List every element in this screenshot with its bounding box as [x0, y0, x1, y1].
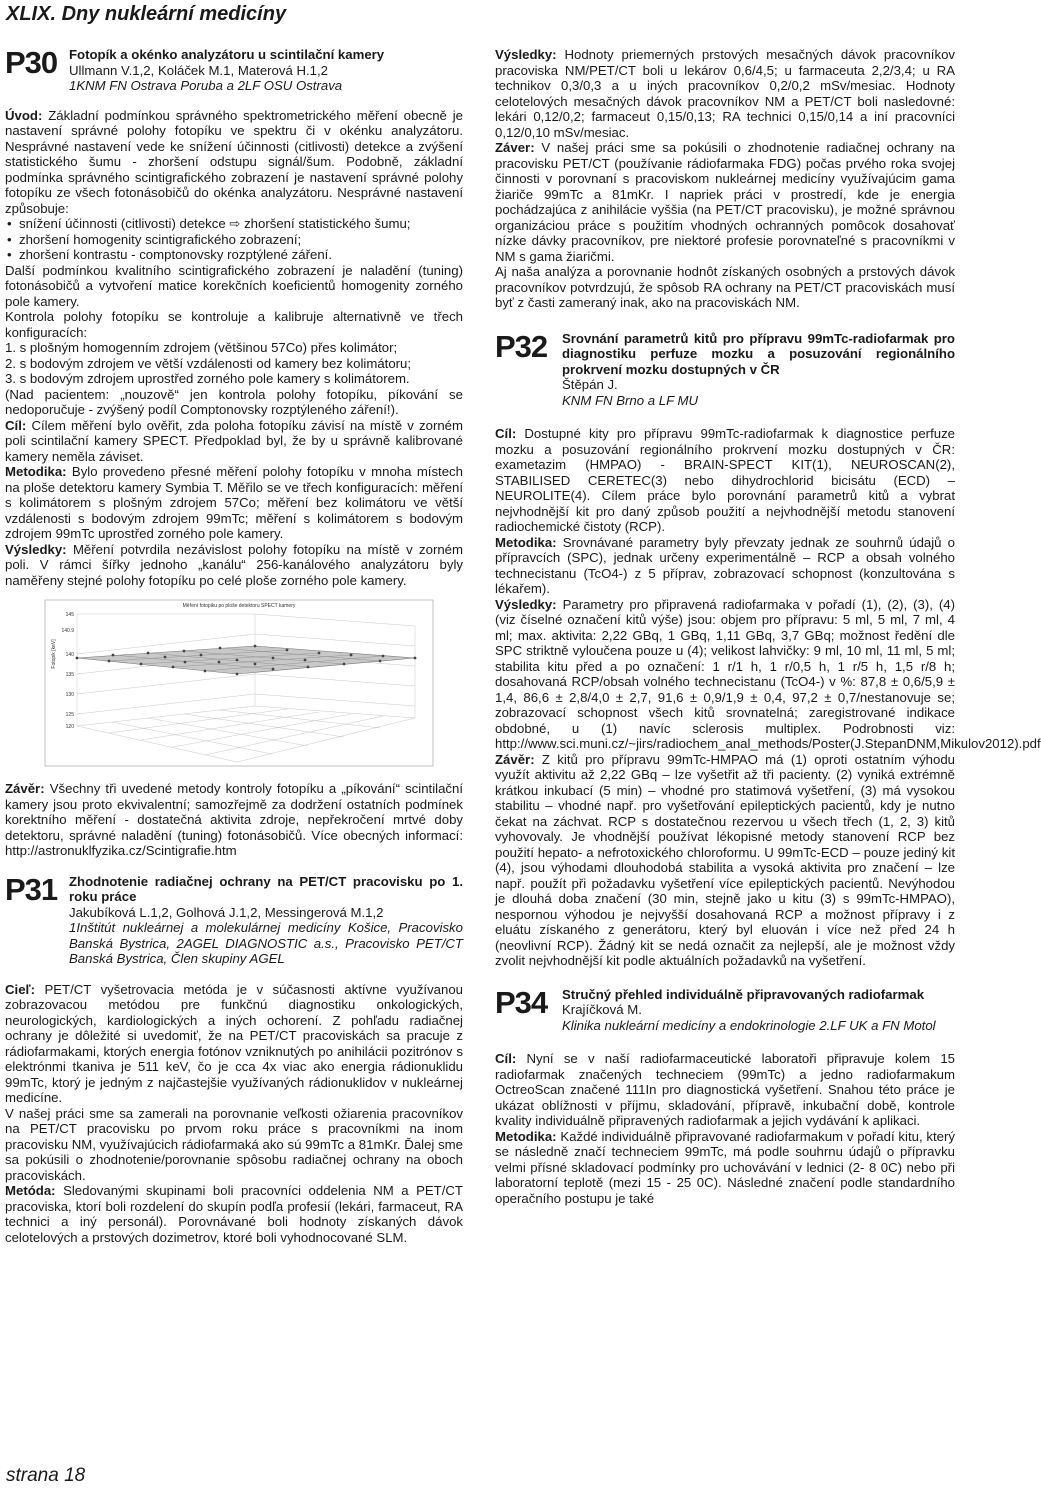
conclusion-text: V našej práci sme sa pokúsili o zhodnotenie radiačnej ochrany na pracovisku PET/CT (používanie rádiofarmaka FDG) počas prvého roka svojej činnosti v porovnaní s pracoviskom nukleárnej medicíny využívajúcim gama žiariče 99mTc a 81mKr. I napriek práci v prostredí, kde je energia pochádzajúca z anihilácie vyššia (na PET/CT pracovisku), je možné správnou organizáciou práce s použitím vhodných ochranných pomôcok dosahovať nízke dávky pracovníkov, pre niektoré profesie porovnateľné s pracovníkmi v NM s gama žiaričmi. [495, 140, 955, 264]
abstract-code: P32 [495, 328, 548, 364]
y-tick-label: 125 [65, 712, 74, 718]
results-label: Výsledky: [495, 47, 557, 62]
abstract-p34 [495, 984, 955, 1207]
methods-text: Sledovanými skupinami boli pracovníci oddelenia NM a PET/CT pracoviska, ktorí boli rozdelení do skupín podľa profesií (lekári, farmaceut, RA technici a iný personál). Porovnávané boli hodnoty získaných dávok celotelových a prstových dozimetrov, ktoré boli vyhodnocované SLM. [5, 1183, 463, 1245]
aim-paragraph [5, 982, 463, 1106]
conclusion-paragraph [495, 752, 955, 969]
abstract-authors: Krajíčková M. [562, 1002, 642, 1017]
methods-label: Metodika: [495, 534, 557, 550]
results-text: Měření potvrdila nezávislost polohy fotopíku na místě v zorném poli. V rámci šířky jednoho „kanálu“ 256-kanálového analyzátoru byly naměřeny stejné polohy fotopíku po celé ploše zorného pole kamery. [5, 541, 463, 588]
paragraph: (Nad pacientem: „nouzově“ jen kontrola polohy fotopíku, píkování se nedoporučuje - zvýšený podíl Comptonovsky rozptýleného záření!). [5, 386, 463, 417]
left-column [5, 47, 463, 1245]
aim-text: Cílem měření bylo ověřit, zda poloha fotopíku závisí na místě v zorném poli scintilační kamery SPECT. Předpoklad byl, že by u správně kalibrované kamery neměla záviset. [5, 417, 463, 464]
paragraph: V našej práci sme sa zamerali na porovnanie veľkosti ožiarenia pracovníkov na PET/CT pracovisku po prvom roku práce s pracovníkmi na inom pracovisku NM, využívajúcich rádiofarmaká ako sú 99mTc a 81mKr. Ďalej sme sa pokúsili o zhodnotenie/porovnanie spôsobu radiačnej ochrany na oboch pracoviskách. [5, 1105, 463, 1183]
abstract-title: Fotopík a okénko analyzátoru u scintilační kamery [69, 47, 385, 62]
list-item: • zhoršení homogenity scintigrafického zobrazení; [5, 232, 463, 248]
y-tick-label: 135 [65, 672, 74, 678]
methods-text: Každé individuálně připravované radiofarmakum v pořadí kitu, který se následně značí techneciem 99mTc, má podle souhrnu údajů o přípravku velmi přísné skladovací podmínky pro uchovávání v lednici (2- 8 0C) nebo při laboratorní teplotě (mezi 15 - 25 0C). Následné značení podle standardního operačního postupu je také [495, 1128, 955, 1206]
conclusion-paragraph [5, 781, 463, 859]
list-item: 3. s bodovým zdrojem uprostřed zorného pole kamery s kolimátorem. [5, 371, 410, 386]
paragraph: Další podmínkou kvalitního scintigrafického zobrazení je naladění (tuning) fotonásobičů a vytvoření matice korekčních koeficientů homogenity zorného pole kamery. [5, 262, 463, 309]
abstract-code: P31 [5, 871, 58, 907]
conclusion-label: Závěr: [495, 751, 535, 767]
y-tick-label: 120 [65, 724, 74, 730]
methods-text: Bylo provedeno přesné měření polohy fotopíku v mnoha místech na ploše detektoru kamery Symbia T. Měřilo se ve třech konfiguracích: měření s kolimátorem s plošným zdrojem 57Co; měření bez kolimátoru ve větší vzdálenosti s bodovým zdrojem 99mTc; měření s kolimátorem s bodovým zdrojem 99mTc uprostřed zorného pole kamery. [5, 464, 463, 541]
effects-list [5, 216, 463, 263]
conclusion-label: Závěr: [5, 781, 45, 796]
results-paragraph [495, 47, 955, 140]
abstract-authors: Ullmann V.1,2, Koláček M.1, Materová H.1,2 [69, 62, 328, 78]
abstract-title: Zhodnotenie radiačnej ochrany na PET/CT pracovisku po 1. roku práce [69, 873, 463, 904]
methods-paragraph [5, 1183, 463, 1245]
aim-paragraph [495, 426, 955, 535]
aim-text: Dostupné kity pro přípravu 99mTc-radiofarmak k diagnostice perfuze mozku a posuzování regionálního prokrvení mozku dostupných v ČR: exametazim (HMPAO) - BRAIN-SPECT KIT(1), NEUROSCAN(2), STABILISED CERETEC(3) nebo dihydrochlorid bicisátu (ECD) – NEUROLITE(4). Cílem práce bylo porovnání parametrů kitů a vybrat nejvhodnější kit pro daný způsob použití a nejvhodnější metodu stanovení radiochemické čistoty (RCP). [495, 426, 955, 534]
conclusion-paragraph [495, 140, 955, 264]
right-column [495, 47, 1041, 1206]
results-label: Výsledky: [5, 541, 67, 557]
conclusion-text: Z kitů pro přípravu 99mTc-HMPAO má (1) oproti ostatním výhodu využít aktivitu až 2,22 GBq – lze vyšetřit až tři pacienty. (2) vyniká extrémně krátkou inkubací (5 min) – vhodné pro statimová vyšetření, (3) má vysokou stabilitu – vhodné např. pro vyšetřování epileptických pacientů, kdy je nutno čekat na záchvat. RCP s dostatečnou rezervou u všech třech (1, 2, 3) kitů vyhovovaly. Je vhodnější používat lékopisné metody stanovení RCP bez použití hepato- a nefrotoxického chloroformu. U 99mTc-ECD – pouze jediný kit (4), jsou výhodami dlouhodobá stabilita a vysoká aktivita pro značení – lze např. použít při požadavku vyšetření více epileptických pacientů. Nevýhodou je dlouhá doba značení (30 min, stejně jako u kitu (3) s 99mTc-HMPAO), nespornou výhodou je nejvyšší dosahovaná RCP a možnost přípravy i z eluátu získaného z generátoru, který byl eluován i více než před 24 h (neovlivní RCP). Žádný kit se nedá označit za nejlepší, ale je možnost vždy zvolit nejvhodnější kit podle aktuálních požadavků na vyšetření. [495, 751, 955, 968]
aim-label: Cíl: [495, 426, 517, 441]
page-header: XLIX. Dny nukleární medicíny [6, 3, 287, 25]
aim-text: Nyní se v naší radiofarmaceutické laboratoři připravuje kolem 15 radiofarmak značených techneciem (99mTc) a jedno radiofarmakum OctreoScan značené 111In pro diagnostická vyšetření. Snahou této práce je ukázat oblížnosti v příjmu, skladování, přípravě, inkubační době, kontrole kvality individuálně připravených radiofarmak a jejich vydávání k aplikaci. [495, 1051, 955, 1128]
abstract-authors: Štěpán J. [562, 377, 618, 392]
aim-label: Cíl: [495, 1051, 517, 1066]
y-tick-label: 140 [65, 652, 74, 658]
abstract-affiliation: KNM FN Brno a LF MU [562, 392, 699, 408]
conclusion-text: Všechny tři uvedené metody kontroly fotopíku a „píkování“ scintilační kamery jsou proto ekvivalentní; samozřejmě za dodržení ostatních podmínek korektního měření - dostatečná aktivita zdroje, nepřekročení mrtvé doby detektoru, správné naladění (tuning) fotonásobičů. Více obecných informací: http://astronuklfyzika.cz/Scintigrafie.htm [5, 781, 463, 858]
chart-ylabel: Fotopik [keV] [51, 639, 57, 669]
aim-paragraph [495, 1051, 955, 1129]
methods-paragraph [495, 535, 955, 597]
abstract-code: P34 [495, 984, 548, 1020]
aim-label: Cieľ: [5, 981, 35, 997]
results-paragraph [495, 596, 1041, 752]
methods-label: Metóda: [5, 1183, 56, 1198]
abstract-title: Stručný přehled individuálně připravovaných radiofarmak [562, 986, 925, 1002]
list-item: 2. s bodovým zdrojem ve větší vzdálenosti od kamery bez kolimátoru; [5, 355, 412, 371]
photopeak-3d-figure [5, 594, 463, 774]
intro-paragraph [5, 108, 463, 217]
methods-paragraph [495, 1129, 955, 1207]
intro-text: Základní podmínkou správného spektrometrického měření obecně je nastavení správné polohy fotopíku ve spektru či v okénku analyzátoru. Nesprávné nastavení vede ke snížení účinnosti (citlivosti) detekce a zvýšení statistického šumu - zhoršení odstupu signál/šum. Podobně, základní podmínka správného scintigrafického zobrazení je nastavení správné polohy fotopíku ze všech fotonásobičů do okénka analyzátoru. Nesprávné nastavení způsobuje: [5, 107, 463, 216]
results-text: Hodnoty priemerných prstových mesačných dávok pracovníkov pracoviska NM/PET/CT boli u lekárov 0,6/4,5; u farmaceuta 2,2/3,4; u RA technikov 0,3/0,3 a u iných pracovníkov 0,2/0,2 mSv/mesiac. Hodnoty celotelových mesačných dávok pracovníkov NM a PET/CT boli nasledovné: lekári 0,12/0,2; farmaceut 0,15/0,13; RA technici 0,15/0,14 a iní pracovníci 0,12/0,10 mSv/mesiac. [495, 47, 955, 140]
paragraph: Aj naša analýza a porovnanie hodnôt získaných osobných a prstových dávok pracovníkov potvrdzujú, že spôsob RA ochrany na PET/CT pracoviskách musí byť z časti zameraný inak, ako na pracoviskách NM. [495, 264, 955, 310]
methods-paragraph [5, 464, 463, 542]
page-number: strana 18 [6, 1465, 86, 1486]
abstract-code: P30 [5, 45, 58, 80]
abstract-title: Srovnání parametrů kitů pro přípravu 99mTc-radiofarmak pro diagnostiku perfuze mozku a posuzování regionálního prokrvení mozku dostupných v ČR [562, 330, 955, 377]
list-item: 1. s plošným homogenním zdrojem (většinou 57Co) přes kolimátor; [5, 340, 398, 355]
y-tick-label: 130 [65, 692, 74, 698]
list-item: • zhoršení kontrastu - comptonovsky rozptýlené záření. [5, 247, 463, 263]
abstract-p30 [5, 47, 463, 859]
results-paragraph [5, 542, 463, 589]
list-item: • snížení účinnosti (citlivosti) detekce ⇨ zhoršení statistického šumu; [5, 216, 463, 232]
conclusion-label: Záver: [495, 140, 535, 155]
intro-label: Úvod: [5, 107, 43, 123]
methods-label: Metodika: [495, 1128, 557, 1144]
abstract-affiliation: Klinika nukleární medicíny a endokrinologie 2.LF UK a FN Motol [562, 1017, 936, 1033]
aim-label: Cíl: [5, 417, 27, 433]
abstract-authors: Jakubíková L.1,2, Golhová J.1,2, Messingerová M.1,2 [69, 904, 384, 920]
y-tick-label: 145 [65, 612, 74, 618]
aim-paragraph [5, 418, 463, 465]
results-text: Parametry pro připravená radiofarmaka v pořadí (1), (2), (3), (4) (viz číselné označení kitů výše) jsou: objem pro přípravu: 5 ml, 5 ml, 7 ml, 4 ml; max. aktivita: 2,22 GBq, 1 GBq, 1,11 GBq, 3,7 GBq; možnost ředění dle SPC striktně vyloučena pouze u (4); velikost lahvičky: 9 ml, 10 ml, 11 ml, 5 ml; stabilita kitu před a po označení: 1 r/1 h, 1 r/0,5 h, 1 r/5 h, 1,5 r/8 h; dosahovaná RCP/obsah volného technecistanu (TcO4-) v %: 87,8 ± 0,6/5,9 ± 1,4, 86,6 ± 2,8/4,0 ± 2,7, 91,6 ± 0,9/1,9 ± 0,4, 97,2 ± 0,7/nestanovuje se; zobrazovací schopnost všech kitů srovnatelná; zaregistrované indikace obdobné, u (1) navíc sclerosis multiplex. Podrobnosti viz: http://www.sci.muni.cz/~jirs/radiochem_anal_methods/Poster(J.StepanDNM,Mikulov2012).pdf [495, 596, 1041, 751]
y-tick-label: 140.9 [61, 628, 74, 634]
abstract-affiliation: 1KNM FN Ostrava Poruba a 2LF OSU Ostrava [69, 78, 343, 93]
abstract-p32 [495, 328, 1041, 969]
abstract-p31 [5, 871, 464, 1246]
methods-label: Metodika: [5, 464, 67, 479]
methods-text: Srovnávané parametry byly převzaty jednak ze souhrnů údajů o přípravcích (SPC), jednak určeny experimentálně – RCP a obsah volného technecistanu (TcO4-) z 5 příprav, zobrazovací schopnost (konzultována s lékařem). [495, 534, 955, 596]
paragraph: Kontrola polohy fotopíku se kontroluje a kalibruje alternativně ve třech konfiguracích: [5, 309, 463, 340]
abstract-affiliation: 1Inštitút nukleárnej a molekulárnej medicíny Košice, Pracovisko Banská Bystrica, 2AGEL DIAGNOSTIC a.s., Pracovisko PET/CT Banská Bystrica, Člen skupiny AGEL [69, 920, 463, 966]
chart-title: Měření fotopiku po ploše detektoru SPECT kamery [182, 603, 296, 609]
results-label: Výsledky: [495, 596, 557, 612]
aim-text: PET/CT vyšetrovacia metóda je v súčasnosti aktívne využívanou zobrazovacou metódou pre funkčnú diagnostiku onkologických, neurologických, kardiologických a iných ochorení. Z pohľadu radiačnej ochrany je dôležité si uvedomiť, že na PET/CT pracoviskách sa pracuje z rádiofarmakami, ktorých energia fotónov vzniknutých po anihilácii pozitrónov s elektrónmi tkaniva je 511 keV, čo je cca 4x viac ako energia rádionuklidu 99mTc, ktorý je jedným z najčastejšie využívaných rádionuklidov v nukleárnej medicíne. [5, 981, 464, 1105]
